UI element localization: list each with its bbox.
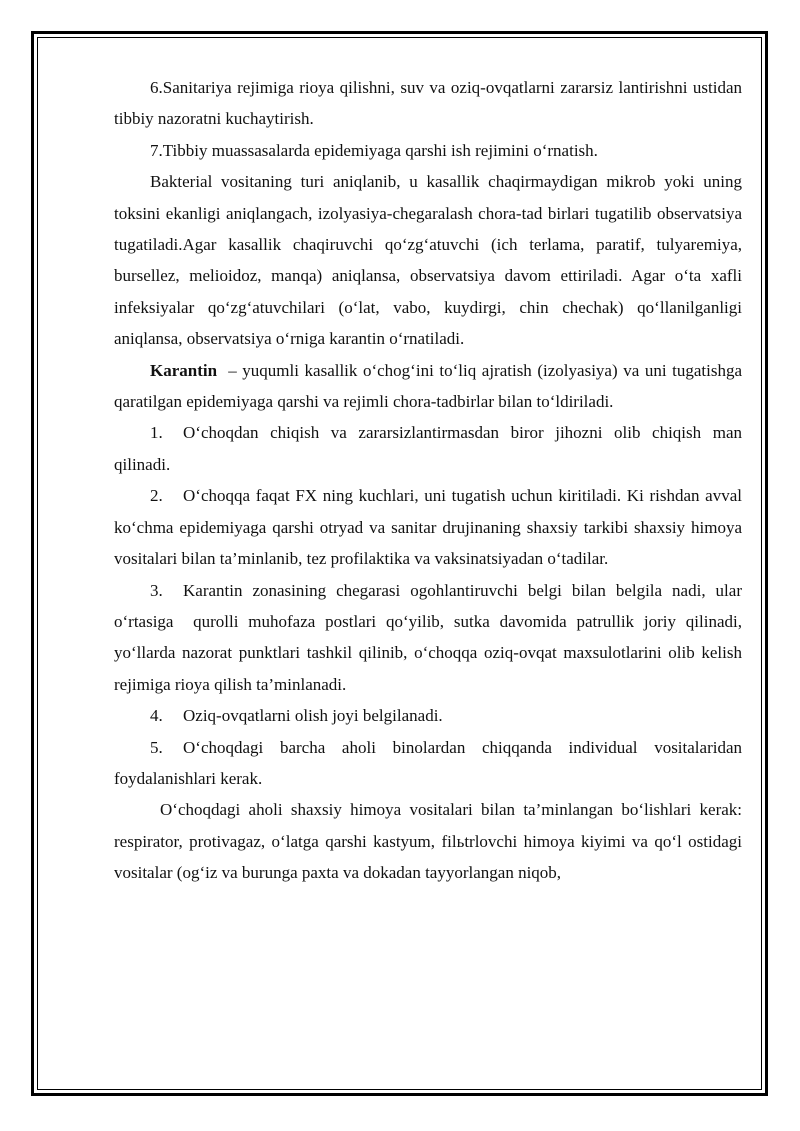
list-item [114, 732, 742, 795]
paragraph-item-7: 7.Tibbiy muassasalarda epidemiyaga qarshi ish rejimini o‘rnatish. [150, 140, 598, 160]
paragraph-bacterial-agent: Bakterial vositaning turi aniqlanib, u kasallik chaqirmaydigan mikrob yoki uning toksini ekanligi aniqlangach, izolyasiya-chegaralash chora-tad birlari tugatilib observatsiya tugatiladi.Agar kasallik chaqiruvchi qo‘zg‘atuvchi (ich terlama, paratif, tulyaremiya, bursellez, melioidoz, manqa) aniqlansa, observatsiya davom ettiriladi. Agar o‘ta xafli infeksiyalar qo‘zg‘atuvchilari (o‘lat, vabo, kuydirgi, chin chechak) qo‘llanilganligi aniqlansa, observatsiya o‘rniga karantin o‘rnatiladi. [114, 172, 742, 349]
list-item [114, 480, 742, 574]
document-body [114, 72, 751, 889]
list-item-text: Oziq-ovqatlarni olish joyi belgilanadi. [183, 706, 443, 726]
list-item [114, 417, 742, 480]
list-item-text: O‘choqqa faqat FX ning kuchlari, uni tugatish uchun kiritiladi. Ki rishdan avval ko‘chma epidemiyaga qarshi otryad va sanitar drujinaning shaxsiy tarkibi shaxsiy himoya vositalari bilan ta’minlanib, tez profilaktika va vaksinatsiyadan o‘tadilar. [114, 486, 742, 569]
karantin-term: Karantin [150, 360, 218, 380]
list-item-number: 5. [150, 737, 163, 757]
list-item [114, 700, 742, 731]
list-item-text: Karantin zonasining chegarasi ogohlantiruvchi belgi bilan belgila nadi, ular o‘rtasiga qurolli muhofaza postlari qo‘yilib, sutka davomida patrullik joriy qilinadi, yo‘llarda nazorat punktlari tashkil qilinib, o‘choqqa oziq-ovqat maxsulotlarini olib kelish rejimiga rioya qilish ta’minlanadi. [114, 580, 747, 694]
list-item [114, 575, 747, 701]
paragraph-karantin-definition [114, 355, 747, 418]
list-item-number: 2. [150, 486, 163, 506]
list-item-text: O‘choqdagi barcha aholi binolardan chiqqanda individual vositalaridan foydalanishlari kerak. [114, 737, 742, 788]
karantin-definition-text: – yuqumli kasallik o‘chog‘ini to‘liq ajratish (izolyasiya) va uni tugatishga qaratilgan epidemiyaga qarshi va rejimli chora-tadbirlar bilan to‘ldiriladi. [114, 360, 747, 412]
list-item-number: 3. [150, 580, 163, 600]
list-item-text: O‘choqdan chiqish va zararsizlantirmasdan biror jihozni olib chiqish man qilinadi. [114, 423, 742, 474]
paragraph-protective-equipment: O‘choqdagi aholi shaxsiy himoya vositalari bilan ta’minlangan bo‘lishlari kerak: respirator, protivagaz, o‘latga qarshi kastyum, filьtrlovchi himoya kiyimi va qo‘l ostidagi vositalar (og‘iz va burunga paxta va dokadan tayyorlangan niqob, [114, 800, 751, 883]
paragraph-item-6: 6.Sanitariya rejimiga rioya qilishni, suv va oziq-ovqatlarni zararsiz lantirishni ustidan tibbiy nazoratni kuchaytirish. [114, 78, 742, 129]
list-item-number: 1. [150, 423, 163, 443]
list-item-number: 4. [150, 706, 163, 726]
